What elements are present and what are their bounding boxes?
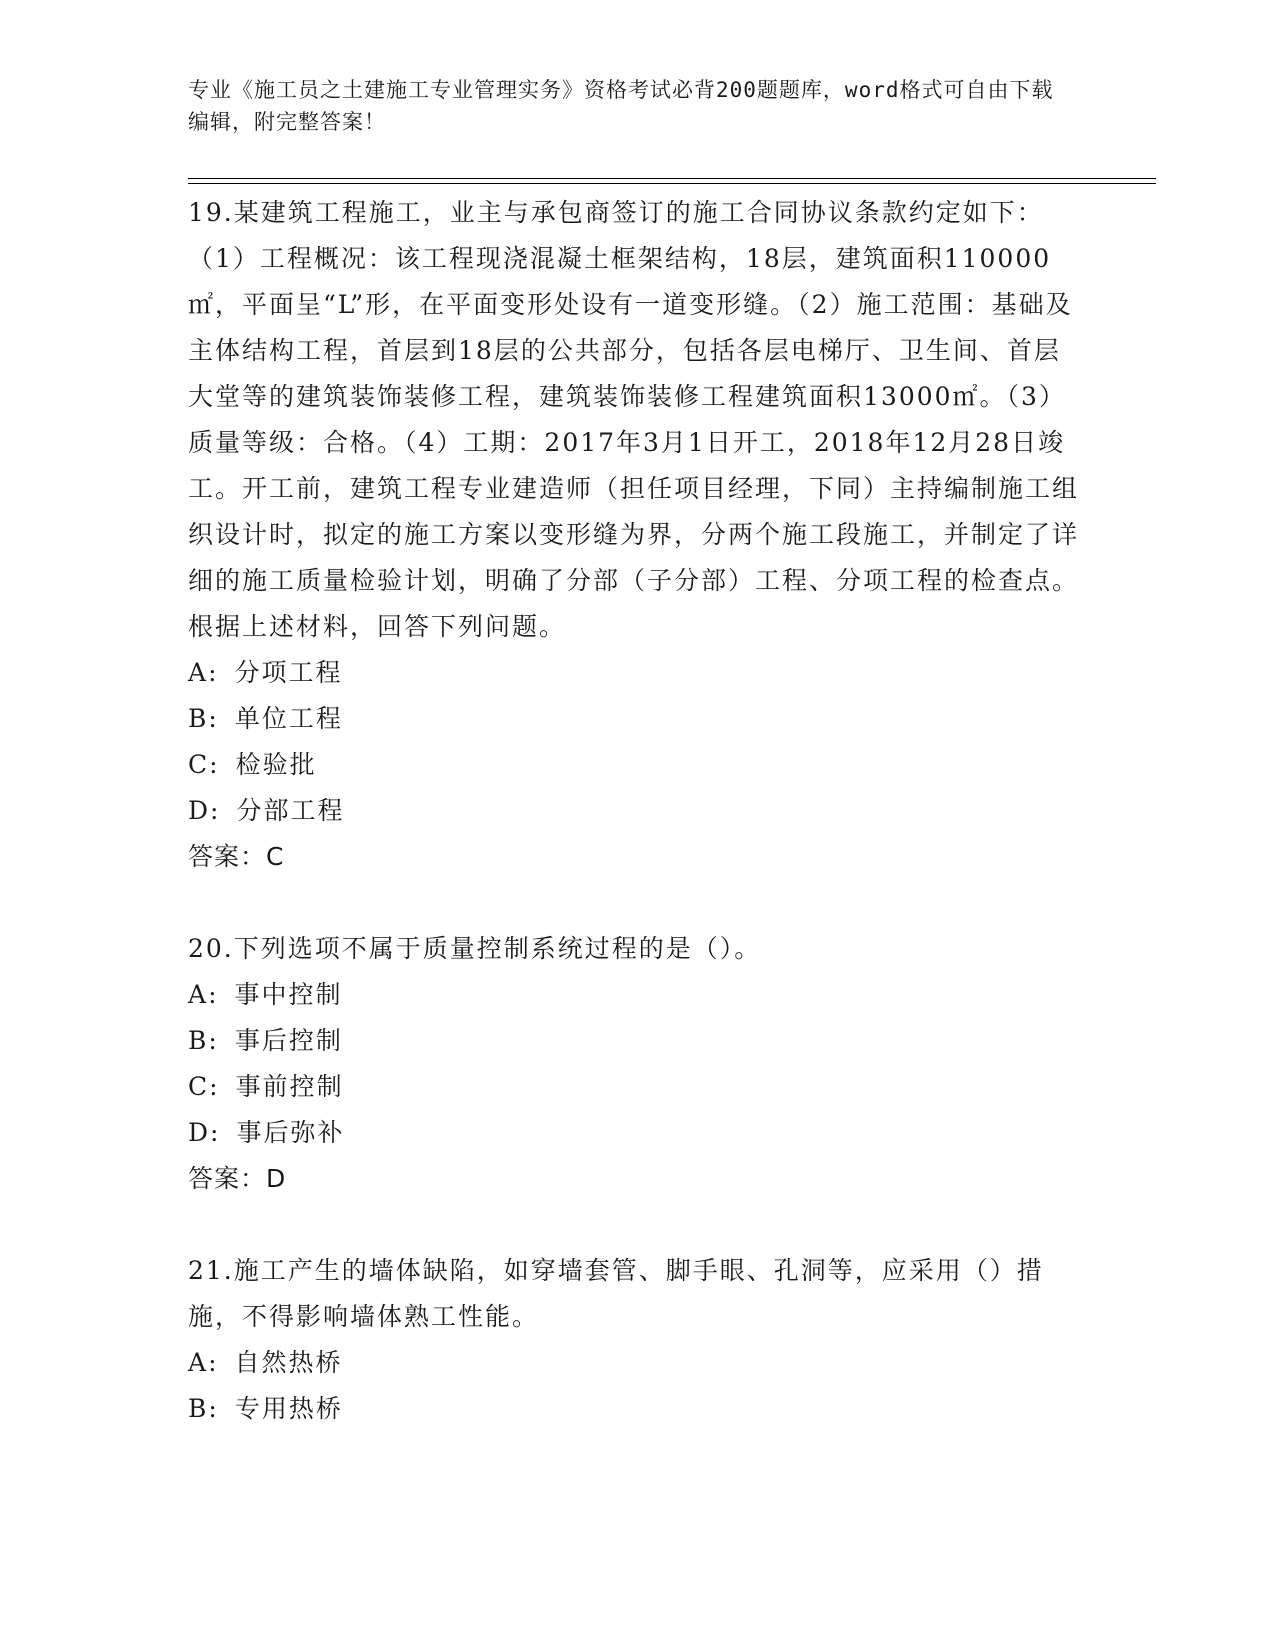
option-letter: D — [188, 796, 211, 825]
answer-line: 答案：D — [188, 1164, 287, 1193]
option-b — [188, 696, 1083, 742]
option-b — [188, 1018, 1083, 1064]
option-text: 事前控制 — [235, 1072, 344, 1101]
option-separator: : — [210, 1118, 221, 1147]
option-text: 自然热桥 — [234, 1348, 343, 1377]
option-letter: D — [188, 1118, 211, 1147]
option-a — [188, 650, 1083, 696]
answer-line: 答案：C — [188, 842, 285, 871]
option-text: 事中控制 — [234, 980, 343, 1009]
option-separator: : — [208, 658, 219, 687]
option-letter: C — [188, 1072, 210, 1101]
option-letter: A — [188, 980, 209, 1009]
option-letter: C — [188, 750, 210, 779]
option-c — [188, 742, 1083, 788]
option-separator: : — [208, 1026, 219, 1055]
option-b — [188, 1386, 1083, 1432]
option-separator: : — [208, 1394, 219, 1423]
question-stem: 19.某建筑工程施工，业主与承包商签订的施工合同协议条款约定如下：（1）工程概况：该工程现浇混凝土框架结构，18层，建筑面积110000㎡，平面呈“L”形，在平面变形处设有一道变形缝。（2）施工范围：基础及主体结构工程，首层到18层的公共部分，包括各层电梯厅、卫生间、首层大堂等的建筑装饰装修工程，建筑装饰装修工程建筑面积13000㎡。（3）质量等级：合格。（4）工期：2017年3月1日开工，2018年12月28日竣工。开工前，建筑工程专业建造师（担任项目经理，下同）主持编制施工组织设计时，拟定的施工方案以变形缝为界，分两个施工段施工，并制定了详细的施工质量检验计划，明确了分部（子分部）工程、分项工程的检查点。根据上述材料，回答下列问题。 — [188, 198, 1080, 641]
option-d — [188, 788, 1083, 834]
question-20 — [188, 926, 1083, 1202]
option-text: 专用热桥 — [234, 1394, 343, 1423]
question-stem: 20.下列选项不属于质量控制系统过程的是（）。 — [188, 934, 762, 963]
option-text: 事后弥补 — [236, 1118, 345, 1147]
header-divider-bottom — [188, 183, 1156, 184]
question-list — [188, 190, 1083, 1432]
option-letter: B — [188, 704, 209, 733]
option-separator: : — [208, 704, 219, 733]
option-separator: : — [208, 980, 219, 1009]
option-separator: : — [208, 1348, 219, 1377]
document-header: 专业《施工员之土建施工专业管理实务》资格考试必背200题题库，word格式可自由下载编辑，附完整答案！ — [188, 78, 1054, 134]
option-separator: : — [210, 796, 221, 825]
question-stem: 21.施工产生的墙体缺陷，如穿墙套管、脚手眼、孔洞等，应采用（）措施，不得影响墙体熟工性能。 — [188, 1256, 1044, 1331]
option-d — [188, 1110, 1083, 1156]
option-text: 分项工程 — [234, 658, 343, 687]
option-a — [188, 972, 1083, 1018]
header-divider-top — [188, 178, 1156, 179]
option-letter: A — [188, 658, 209, 687]
option-text: 事后控制 — [234, 1026, 343, 1055]
option-a — [188, 1340, 1083, 1386]
option-text: 单位工程 — [234, 704, 343, 733]
option-letter: A — [188, 1348, 209, 1377]
question-21 — [188, 1248, 1083, 1432]
option-text: 分部工程 — [236, 796, 345, 825]
option-separator: : — [209, 750, 220, 779]
option-separator: : — [209, 1072, 220, 1101]
option-letter: B — [188, 1026, 209, 1055]
option-text: 检验批 — [235, 750, 317, 779]
option-c — [188, 1064, 1083, 1110]
option-letter: B — [188, 1394, 209, 1423]
question-19 — [188, 190, 1083, 880]
